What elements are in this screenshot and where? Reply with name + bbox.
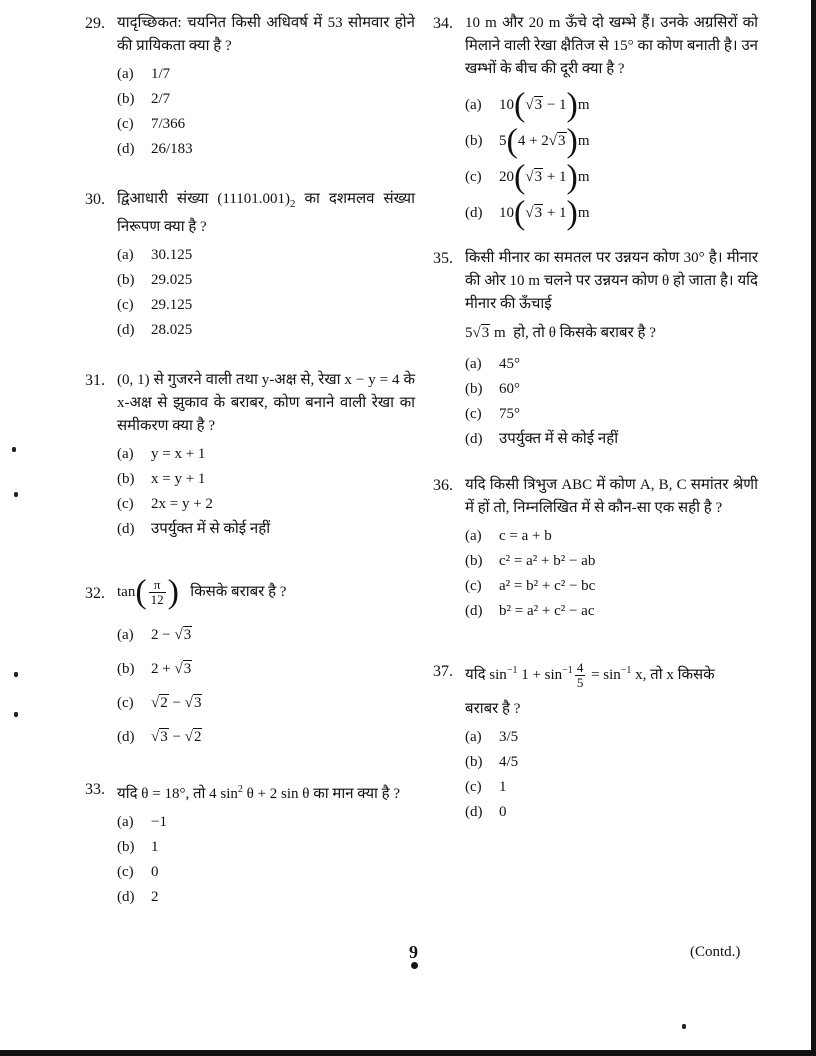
option-a: [465, 87, 758, 123]
option-text: 28.025: [151, 322, 193, 338]
scan-speck: [12, 447, 16, 452]
option-text: 1: [499, 779, 507, 795]
radicand: 3: [534, 97, 543, 113]
coefficient: 5: [499, 133, 507, 149]
option-c: [465, 574, 758, 599]
radicand: 3: [160, 729, 168, 745]
fraction-denominator: 5: [576, 675, 584, 691]
option-label: (c): [117, 496, 134, 512]
option-label: (c): [465, 406, 482, 422]
options-list: [465, 87, 758, 231]
option-text: c² = a² + b² − ab: [499, 553, 596, 569]
paren-close: ): [566, 194, 578, 232]
option-b: [465, 123, 758, 159]
radicand: 3: [534, 169, 543, 185]
inverse-superscript: −1: [506, 665, 518, 676]
option-label: (d): [117, 521, 135, 537]
option-text: उपर्युक्त में से कोई नहीं: [151, 521, 271, 537]
question-text: [117, 778, 415, 806]
options-list: [465, 725, 758, 825]
sqrt-3: √3: [174, 661, 192, 677]
scan-speck: [14, 712, 18, 717]
option-text: 60°: [499, 381, 520, 397]
option-label: (a): [117, 247, 134, 263]
question-31: [85, 369, 415, 542]
option-b: [117, 87, 415, 112]
option-b: [465, 377, 758, 402]
question-text-part: किसके बराबर है ?: [190, 584, 287, 600]
option-text: −1: [151, 814, 167, 830]
option-text: y = x + 1: [151, 446, 206, 462]
options-list: [117, 243, 415, 343]
subscript: 2: [290, 198, 296, 210]
option-a: [117, 442, 415, 467]
options-list: [117, 618, 415, 754]
option-label: (c): [117, 695, 134, 711]
option-d: [117, 318, 415, 343]
page-number: 9: [409, 942, 418, 962]
option-label: (b): [465, 381, 483, 397]
unit: m: [577, 97, 590, 113]
radicand: 3: [183, 627, 192, 643]
question-number: 37.: [433, 663, 453, 680]
option-label: (d): [117, 141, 135, 157]
tan-function: tan: [117, 584, 136, 600]
option-c: [117, 686, 415, 720]
options-list: [465, 352, 758, 452]
option-label: (a): [117, 814, 134, 830]
sqrt-3: √3: [525, 97, 543, 113]
paren-close: ): [167, 573, 179, 611]
question-text-line: बराबर है ?: [465, 701, 521, 717]
option-text: c = a + b: [499, 528, 552, 544]
option-text: a² = b² + c² − bc: [499, 578, 596, 594]
continued-label: (Contd.): [690, 944, 741, 960]
minus-sign: −: [172, 695, 181, 711]
option-label: (c): [117, 116, 134, 132]
option-text: 4/5: [499, 754, 519, 770]
superscript: 2: [237, 784, 243, 795]
right-column: [433, 10, 758, 825]
sqrt-3: √3: [525, 169, 543, 185]
option-label: (b): [465, 754, 483, 770]
option-b: [465, 549, 758, 574]
inverse-superscript: −1: [620, 665, 632, 676]
option-label: (a): [465, 729, 482, 745]
option-label: (c): [117, 297, 134, 313]
option-a: [117, 618, 415, 652]
scan-speck: [682, 1024, 686, 1029]
option-label: (d): [465, 804, 483, 820]
option-text: 3/5: [499, 729, 519, 745]
options-list: [117, 810, 415, 910]
option-text: 75°: [499, 406, 520, 422]
sqrt-3: √3: [548, 133, 566, 149]
option-label: (a): [465, 528, 482, 544]
scan-speck: [14, 672, 18, 677]
option-c: [117, 293, 415, 318]
question-text-part: 1 + sin: [517, 667, 563, 683]
question-text: 10 m और 20 m ऊँचे दो खम्भे हैं। उनके अग्रसिरों को मिलाने वाली रेखा क्षैतिज से 15° का कोण बनाती है। उन खम्भों के बीच की दूरी क्या है ?: [465, 15, 758, 77]
option-text: 29.125: [151, 297, 193, 313]
option-a: [117, 810, 415, 835]
unit: m: [577, 205, 590, 221]
radicand: 3: [558, 133, 566, 149]
option-label: (b): [117, 661, 135, 677]
option-text: 30.125: [151, 247, 193, 263]
option-a: [465, 524, 758, 549]
minus-one: − 1: [543, 97, 567, 113]
option-a: [465, 725, 758, 750]
coefficient: 10: [499, 97, 514, 113]
option-label: (a): [117, 446, 134, 462]
option-text: b² = a² + c² − ac: [499, 603, 595, 619]
option-text: 2x = y + 2: [151, 496, 213, 512]
sqrt-3: √3: [525, 205, 543, 221]
option-text: 1/7: [151, 66, 171, 82]
paren-close: ): [566, 122, 578, 160]
paren-close: ): [566, 158, 578, 196]
option-label: (b): [117, 471, 135, 487]
option-d: [465, 195, 758, 231]
option-label: (d): [117, 322, 135, 338]
question-35: [433, 247, 758, 452]
option-d: [117, 517, 415, 542]
question-text: [117, 572, 415, 612]
option-b: [117, 652, 415, 686]
question-text: (0, 1) से गुजरने वाली तथा y-अक्ष से, रेखा x − y = 4 के x-अक्ष से झुकाव के बराबर, कोण बनाने वाली रेखा का समीकरण क्या है ?: [117, 372, 415, 434]
question-text: यादृच्छिकत: चयनित किसी अधिवर्ष में 53 सोमवार होने की प्रायिकता क्या है ?: [117, 15, 415, 54]
option-d: [117, 885, 415, 910]
option-text: 2 −: [151, 627, 171, 643]
radicand: 2: [193, 729, 202, 745]
question-text-part: = sin: [587, 667, 621, 683]
option-label: (b): [117, 839, 135, 855]
sqrt-3: √3: [174, 627, 192, 643]
option-c: [465, 775, 758, 800]
option-label: (c): [465, 578, 482, 594]
question-text-part: θ + 2 sin θ का मान क्या है ?: [242, 786, 401, 802]
option-text: 45°: [499, 356, 520, 372]
question-number: 32.: [85, 585, 105, 602]
question-37: [433, 650, 758, 825]
option-text: 2/7: [151, 91, 171, 107]
option-text: x = y + 1: [151, 471, 206, 487]
option-a: [117, 62, 415, 87]
question-30: [85, 188, 415, 343]
question-number: 33.: [85, 781, 105, 798]
option-a: [465, 352, 758, 377]
question-number: 36.: [433, 477, 453, 494]
options-list: [117, 62, 415, 162]
option-label: (d): [465, 603, 483, 619]
unit: m: [577, 169, 590, 185]
scan-border-right: [811, 0, 816, 1056]
coefficient: 5: [465, 325, 473, 341]
option-b: [465, 750, 758, 775]
question-text-line: [465, 318, 758, 348]
radicand: 3: [534, 205, 543, 221]
options-list: [465, 524, 758, 624]
options-list: [117, 442, 415, 542]
question-33: [85, 778, 415, 910]
paren-open: (: [514, 86, 526, 124]
option-d: [465, 427, 758, 452]
option-label: (d): [117, 889, 135, 905]
option-label: (a): [117, 627, 134, 643]
question-text-part: का दशमलव संख्या निरूपण क्या है ?: [117, 191, 415, 235]
radicand: 3: [183, 661, 192, 677]
question-number: 34.: [433, 15, 453, 32]
option-label: (d): [465, 431, 483, 447]
option-text: 26/183: [151, 141, 193, 157]
question-text: किसी मीनार का समतल पर उन्नयन कोण 30° है। मीनार की ओर 10 m चलने पर उन्नयन कोण θ हो जाता है। यदि मीनार की ऊँचाई: [465, 250, 758, 312]
page-number-dot: [411, 962, 418, 969]
radicand: 2: [160, 695, 168, 711]
option-b: [117, 467, 415, 492]
option-text: उपर्युक्त में से कोई नहीं: [499, 431, 619, 447]
option-d: [465, 599, 758, 624]
inner-expression: 4 + 2: [517, 133, 549, 149]
question-32: [85, 572, 415, 754]
unit: m: [490, 325, 506, 341]
option-b: [117, 835, 415, 860]
question-text-part: द्विआधारी संख्या (11101.001): [117, 191, 291, 207]
option-label: (a): [465, 356, 482, 372]
option-d: [465, 800, 758, 825]
option-label: (d): [465, 205, 483, 221]
question-34: [433, 12, 758, 231]
question-number: 29.: [85, 15, 105, 32]
option-c: [117, 492, 415, 517]
question-text-part: हो, तो θ किसके बराबर है ?: [513, 325, 656, 341]
sqrt-2: √2: [184, 729, 202, 745]
option-text: 0: [151, 864, 159, 880]
question-text: [465, 650, 758, 696]
option-text: 2: [151, 889, 159, 905]
question-text-part: x, तो x किसके: [631, 667, 715, 683]
radicand: 3: [481, 325, 490, 341]
option-label: (c): [465, 779, 482, 795]
paren-close: ): [566, 86, 578, 124]
fraction-numerator: 4: [576, 660, 584, 676]
option-c: [117, 112, 415, 137]
option-label: (b): [117, 272, 135, 288]
option-text: 1: [151, 839, 159, 855]
option-d: [117, 720, 415, 754]
option-c: [117, 860, 415, 885]
option-label: (b): [465, 133, 483, 149]
coefficient: 20: [499, 169, 514, 185]
minus-sign: −: [172, 729, 181, 745]
option-label: (c): [465, 169, 482, 185]
option-text: 0: [499, 804, 507, 820]
question-text: यदि किसी त्रिभुज ABC में कोण A, B, C समांतर श्रेणी में हों तो, निम्नलिखित में से कौन-सा एक सही है ?: [465, 477, 758, 516]
fraction-denominator: 12: [150, 592, 164, 608]
option-c: [465, 159, 758, 195]
unit: m: [577, 133, 590, 149]
option-label: (b): [117, 91, 135, 107]
four-over-five: [575, 661, 586, 690]
scan-border-bottom: [0, 1050, 816, 1056]
pi-over-12: [149, 578, 166, 607]
question-text-part: यदि θ = 18°, तो 4 sin: [117, 786, 238, 802]
question-text: [117, 188, 415, 239]
option-text: 7/366: [151, 116, 186, 132]
question-36: [433, 474, 758, 624]
inverse-superscript: −1: [562, 665, 573, 676]
plus-one: + 1: [543, 205, 567, 221]
sqrt-3: √3: [151, 729, 168, 745]
option-text: 2 +: [151, 661, 171, 677]
fraction-numerator: π: [149, 578, 166, 593]
option-text: 29.025: [151, 272, 193, 288]
radicand: 3: [193, 695, 202, 711]
question-number: 35.: [433, 250, 453, 267]
coefficient: 10: [499, 205, 514, 221]
paren-open: (: [514, 158, 526, 196]
question-number: 31.: [85, 372, 105, 389]
option-label: (c): [117, 864, 134, 880]
option-c: [465, 402, 758, 427]
plus-one: + 1: [543, 169, 567, 185]
paren-open: (: [514, 194, 526, 232]
option-label: (d): [117, 729, 135, 745]
question-number: 30.: [85, 191, 105, 208]
sqrt-2: √2: [151, 695, 168, 711]
sqrt-3: √3: [184, 695, 202, 711]
paren-open: (: [506, 122, 518, 160]
option-label: (b): [465, 553, 483, 569]
question-29: [85, 12, 415, 162]
option-label: (a): [117, 66, 134, 82]
scan-speck: [14, 492, 18, 497]
option-a: [117, 243, 415, 268]
option-d: [117, 137, 415, 162]
question-text-part: यदि sin: [465, 667, 507, 683]
sqrt-3: √3: [472, 325, 490, 341]
paren-open: (: [135, 573, 147, 611]
option-b: [117, 268, 415, 293]
option-label: (a): [465, 97, 482, 113]
left-column: [85, 10, 415, 910]
